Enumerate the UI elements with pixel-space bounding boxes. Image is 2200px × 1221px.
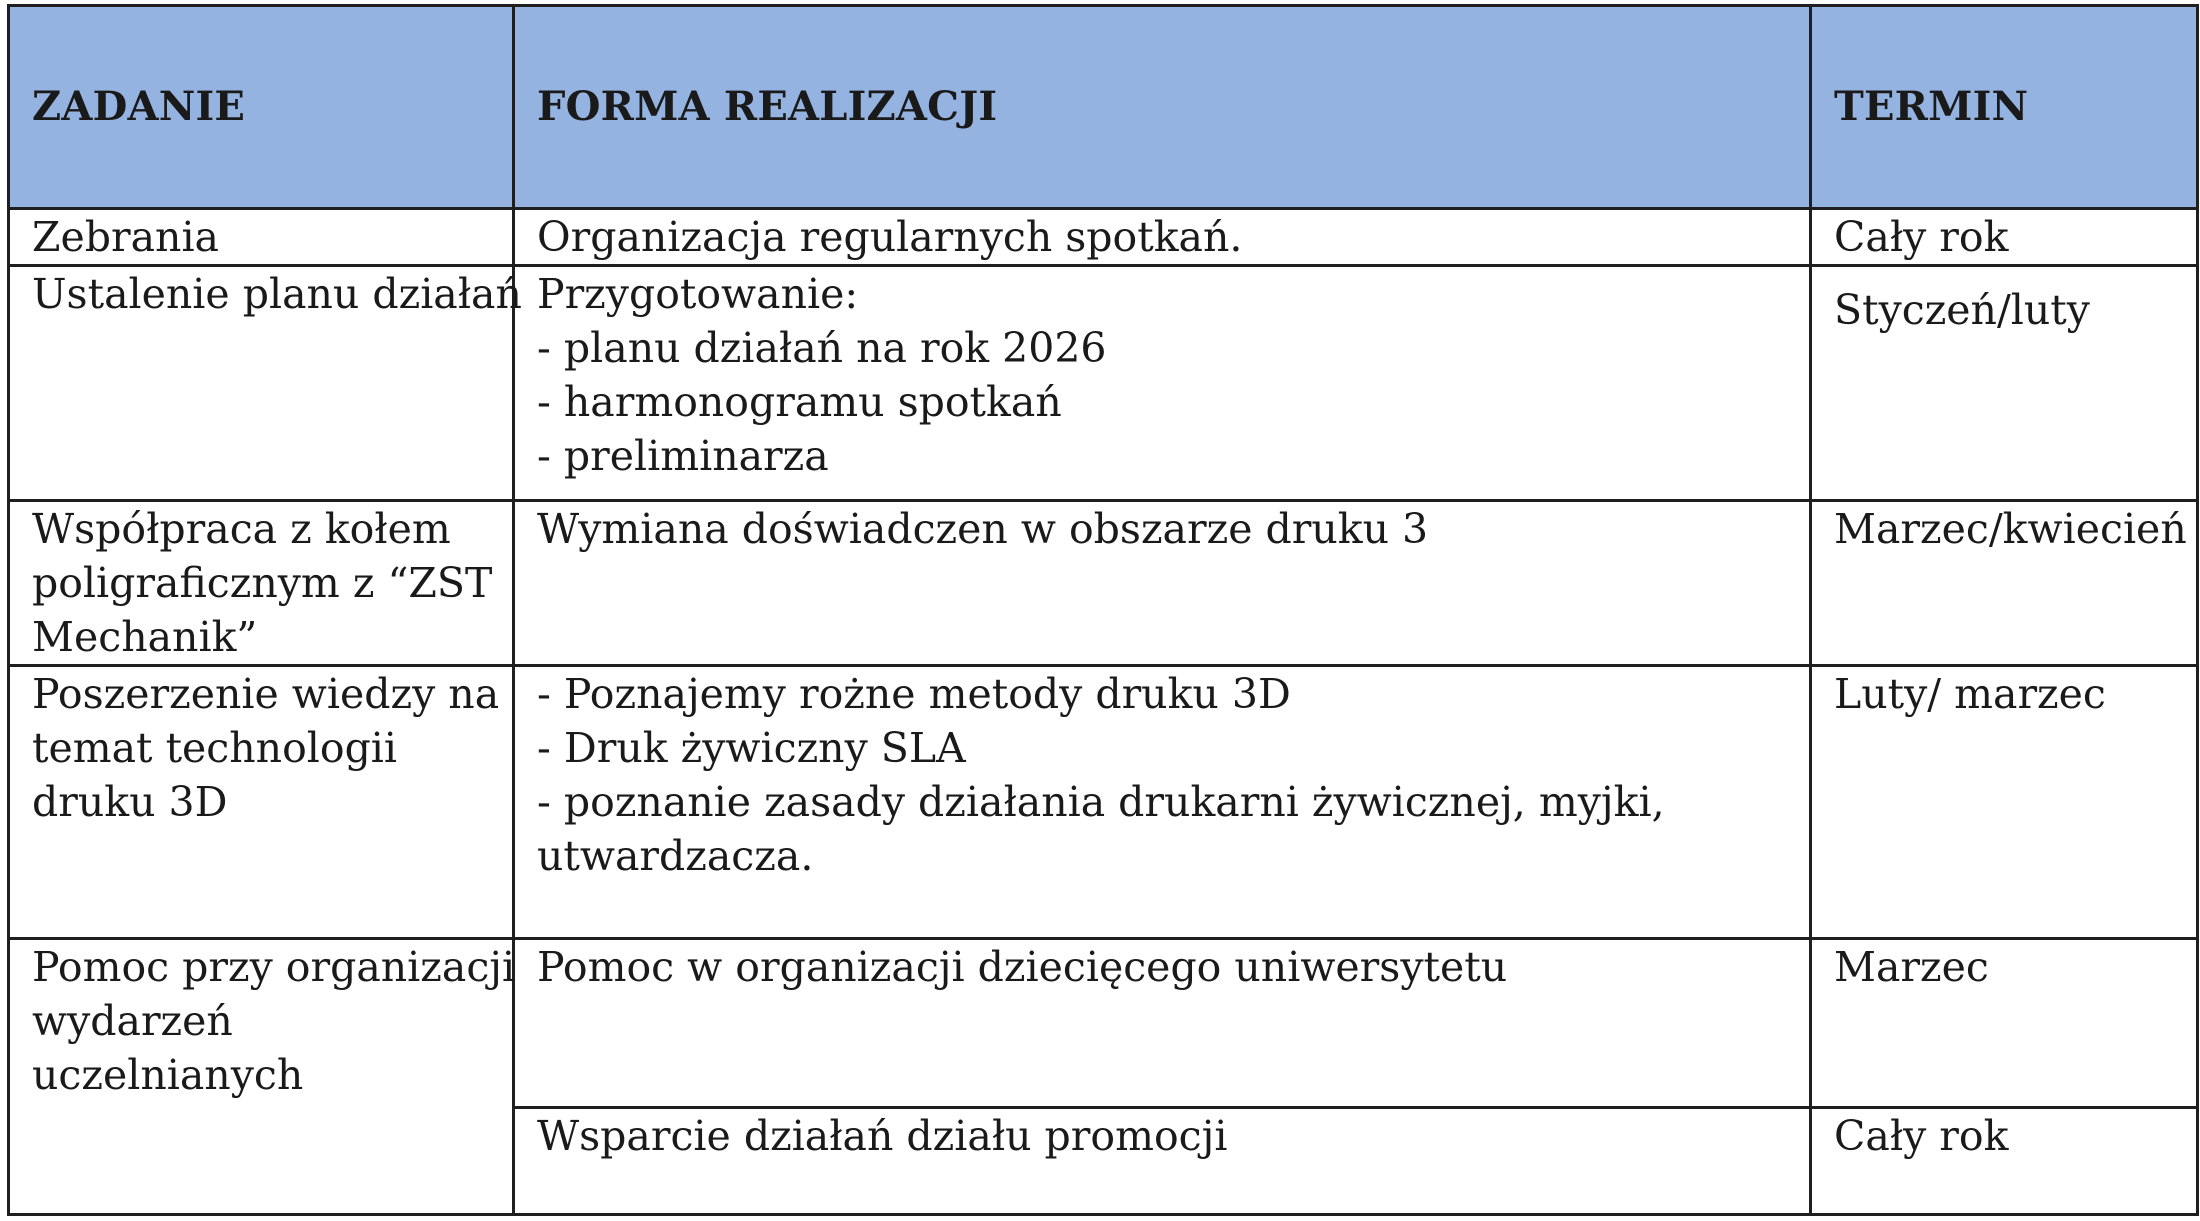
task-text: Pomoc przy organizacji xyxy=(32,943,516,991)
term-text: Marzec/kwiecień xyxy=(1834,505,2187,553)
task-text: Współpraca z kołem xyxy=(32,505,451,553)
table-header xyxy=(9,6,2198,209)
form-text: Wsparcie działań działu promocji xyxy=(537,1112,1228,1160)
task-text: Mechanik” xyxy=(32,613,258,661)
table-row xyxy=(9,939,2198,1108)
header-form: FORMA REALIZACJI xyxy=(514,6,1811,209)
term-cell xyxy=(1811,209,2198,266)
header-term: TERMIN xyxy=(1811,6,2198,209)
task-text: Poszerzenie wiedzy na xyxy=(32,670,500,718)
term-text: Cały rok xyxy=(1834,213,2009,261)
task-text: uczelnianych xyxy=(32,1051,304,1099)
form-text: - harmonogramu spotkań xyxy=(537,378,1062,426)
task-cell xyxy=(9,209,514,266)
table-body xyxy=(9,209,2198,1215)
header-row xyxy=(9,6,2198,209)
form-text: - Poznajemy rożne metody druku 3D xyxy=(537,670,1291,718)
term-text: Cały rok xyxy=(1834,1112,2009,1160)
term-cell xyxy=(1811,939,2198,1108)
table-row xyxy=(9,209,2198,266)
table-row xyxy=(9,666,2198,939)
form-text: utwardzacza. xyxy=(537,832,814,880)
form-cell xyxy=(514,209,1811,266)
form-cell xyxy=(514,501,1811,666)
task-cell xyxy=(9,939,514,1215)
term-cell xyxy=(1811,266,2198,501)
task-text: druku 3D xyxy=(32,778,228,826)
form-cell xyxy=(514,939,1811,1108)
task-text: poligraficznym z “ZST xyxy=(32,559,493,607)
form-cell xyxy=(514,1108,1811,1215)
task-cell xyxy=(9,266,522,501)
task-text: Ustalenie planu działań xyxy=(32,270,522,318)
table-row xyxy=(9,266,2198,501)
term-cell xyxy=(1811,1108,2198,1215)
term-cell xyxy=(1811,666,2198,939)
task-text: temat technologii xyxy=(32,724,398,772)
term-text: Styczeń/luty xyxy=(1834,286,2090,334)
task-text: Zebrania xyxy=(32,213,220,261)
task-cell xyxy=(9,501,514,666)
task-text: wydarzeń xyxy=(32,997,233,1045)
form-text: Pomoc w organizacji dziecięcego uniwersytetu xyxy=(537,943,1508,991)
plan-table xyxy=(7,4,2199,1216)
form-text: - Druk żywiczny SLA xyxy=(537,724,966,772)
term-text: Luty/ marzec xyxy=(1834,670,2106,718)
task-cell xyxy=(9,666,514,939)
form-text: Przygotowanie: xyxy=(537,270,859,318)
term-text: Marzec xyxy=(1834,943,1989,991)
form-text: - planu działań na rok 2026 xyxy=(537,324,1107,372)
form-text: - poznanie zasady działania drukarni żywicznej, myjki, xyxy=(537,778,1665,826)
form-text: Organizacja regularnych spotkań. xyxy=(537,213,1243,261)
form-text: - preliminarza xyxy=(537,432,829,480)
header-task: ZADANIE xyxy=(9,6,514,209)
term-cell xyxy=(1811,501,2198,666)
form-cell xyxy=(514,266,1811,501)
table-row xyxy=(9,501,2198,666)
form-cell xyxy=(514,666,1811,939)
form-text: Wymiana doświadczen w obszarze druku 3 xyxy=(537,505,1429,553)
